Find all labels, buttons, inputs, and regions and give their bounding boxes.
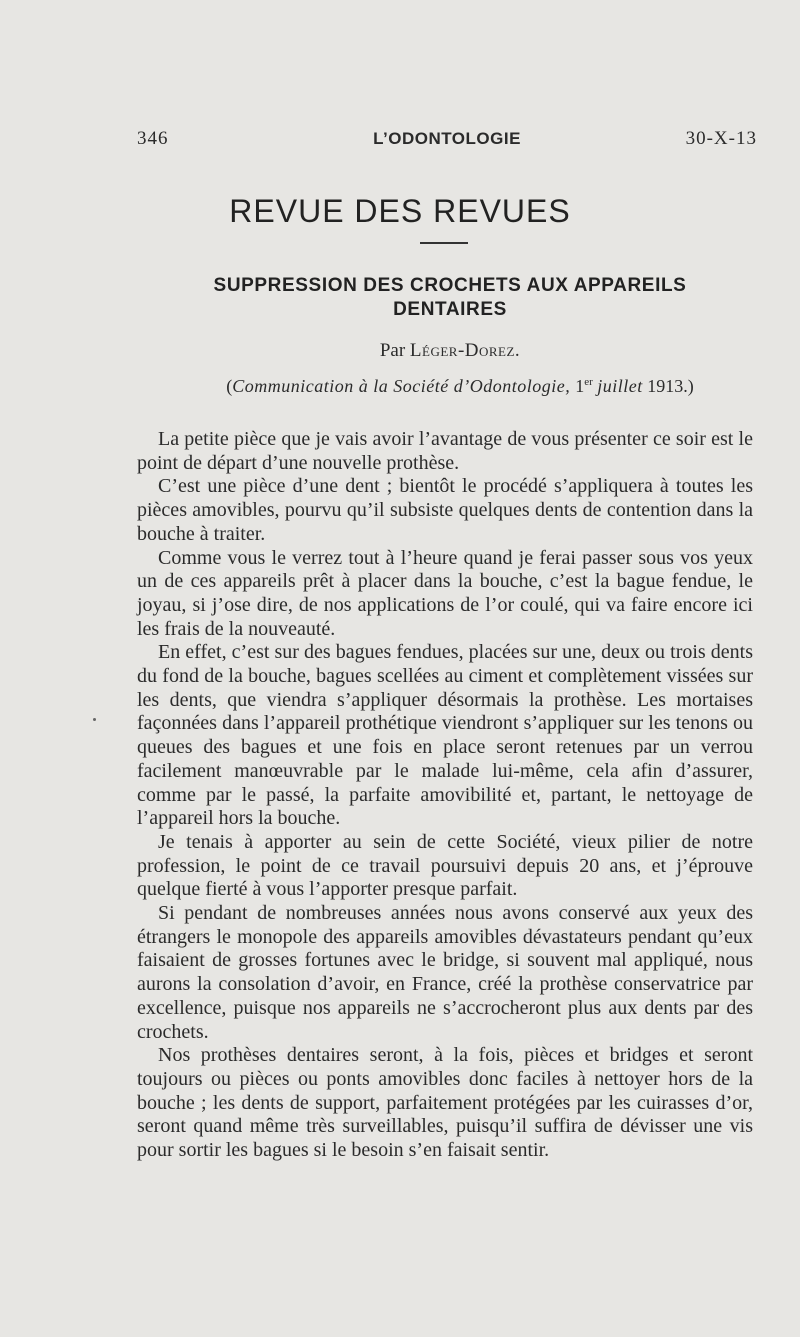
journal-title: L’ODONTOLOGIE: [373, 129, 521, 148]
paragraph: En effet, c’est sur des bagues fendues, placées sur une, deux ou trois dents du fond de la bouche, bagues scellées au ciment et complètement vissées sur les dents, que viendra s’appliquer désormais la prothèse. Les mortaises façonnées dans l’appareil prothétique viendront s’appliquer sur les tenons ou queues des bagues et une fois en place seront retenues par un verrou facilement manœuvrable par le malade lui-même, cela afin d’assurer, comme par le passé, la parfaite amovibilité et, partant, le nettoyage de l’appareil hors la bouche.: [137, 641, 753, 830]
running-header: [137, 128, 757, 158]
section-title: REVUE DES REVUES: [229, 193, 571, 229]
byline-prefix: Par: [379, 340, 406, 361]
presentation-note: [0, 376, 800, 397]
margin-mark: [93, 718, 96, 721]
author-name: Léger-Dorez.: [409, 340, 521, 361]
article-title: [130, 274, 770, 322]
article-body: [137, 428, 753, 1163]
paragraph: Si pendant de nombreuses années nous avons conservé aux yeux des étrangers le monopole des appareils amovibles dévastateurs pendant qu’eux faisaient de grosses fortunes avec le bridge, si souvent mal appliqué, nous aurons la consolation d’avoir, en France, créé la prothèse conservatrice par excellence, puisque nos appareils ne s’accrocheront plus aux dents par des crochets.: [137, 902, 753, 1043]
page-number: 346: [137, 128, 169, 149]
paragraph: Je tenais à apporter au sein de cette Société, vieux pilier de notre profession, le point de ce travail poursuivi depuis 20 ans, et j’éprouve quelque fierté à vous l’apporter presque parfait.: [137, 830, 753, 901]
note-day: 1: [575, 376, 585, 396]
byline: [0, 340, 800, 362]
note-sup: er: [584, 376, 593, 388]
article-title-line-1: SUPPRESSION DES CROCHETS AUX APPAREILS: [213, 275, 687, 296]
note-year: 1913.): [647, 376, 694, 396]
paragraph: Comme vous le verrez tout à l’heure quand je ferai passer sous vos yeux un de ces appareils prêt à placer dans la bouche, c’est la bague fendue, le joyau, si j’ose dire, de nos applications de l’or coulé, qui va faire encore ici les frais de la nouveauté.: [137, 546, 753, 640]
paragraph: La petite pièce que je vais avoir l’avantage de vous présenter ce soir est le point de départ d’une nouvelle prothèse.: [137, 428, 753, 474]
paragraph: C’est une pièce d’une dent ; bientôt le procédé s’appliquera à toutes les pièces amovibles, pourvu qu’il subsiste quelques dents de contention dans la bouche à traiter.: [137, 475, 753, 545]
title-rule: [420, 242, 468, 244]
issue-date: 30-X-13: [685, 128, 757, 149]
article-title-line-2: DENTAIRES: [393, 299, 507, 320]
note-month: juillet: [597, 376, 643, 396]
paragraph: Nos prothèses dentaires seront, à la fois, pièces et bridges et seront toujours ou pièces ou ponts amovibles donc faciles à nettoyer hors de la bouche ; les dents de support, parfaitement protégées par les cuirasses d’or, seront quand même très surveillables, puisqu’il suffira de dévisser une vis pour sortir les bagues si le besoin s’en faisait sentir.: [137, 1044, 753, 1162]
note-italic: Communication à la Société d’Odontologie,: [232, 376, 576, 396]
note-open: (: [226, 376, 233, 396]
